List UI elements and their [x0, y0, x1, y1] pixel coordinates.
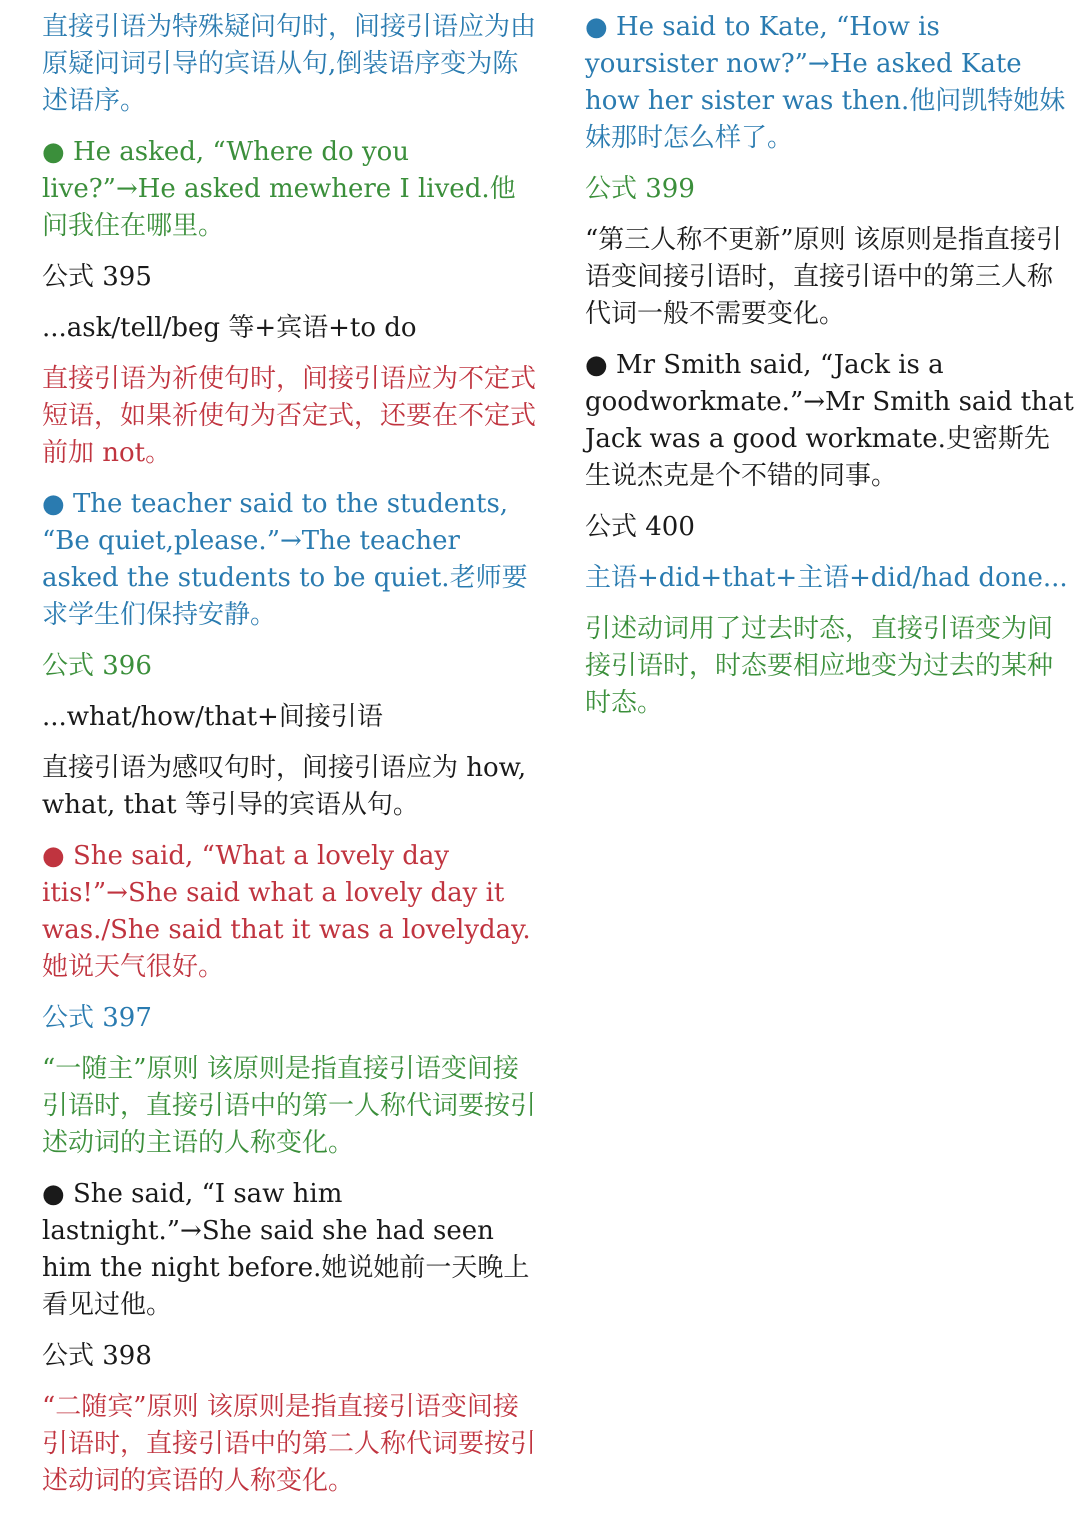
text-block: 直接引语为祈使句时，间接引语应为不定式短语，如果祈使句为否定式，还要在不定式前加 not。: [42, 364, 537, 468]
formula-heading: 公式 396: [42, 651, 152, 681]
rule-description: “二随宾”原则 该原则是指直接引语变间接引语时，直接引语中的第二人称代词要按引述动词的宾语的人称变化。: [42, 1392, 537, 1496]
rule-description: “第三人称不更新”原则 该原则是指直接引语变间接引语时，直接引语中的第三人称代词一般不需要变化。: [585, 225, 1062, 329]
example-sentence: ● She said, “I saw him lastnight.”→She said she had seen him the night before.她说她前一天晚上看见过他。: [42, 1179, 530, 1320]
formula-heading: 公式 395: [42, 262, 152, 292]
formula-pattern: ...ask/tell/beg 等+宾语+to do: [42, 313, 417, 343]
text-block: 直接引语为感叹句时，间接引语应为 how, what, that 等引导的宾语从句。: [42, 753, 527, 820]
left-column: [42, 9, 537, 1514]
formula-heading: 公式 400: [585, 512, 695, 542]
formula-pattern: ...what/how/that+间接引语: [42, 702, 383, 732]
example-sentence: ● She said, “What a lovely day itis!”→She said what a lovely day it was./She said that it was a lovelyday.她说天气很好。: [42, 841, 531, 982]
formula-pattern: 主语+did+that+主语+did/had done...: [585, 563, 1068, 593]
formula-heading: 公式 399: [585, 174, 695, 204]
right-column: [585, 9, 1075, 736]
rule-description: 引述动词用了过去时态，直接引语变为间接引语时，时态要相应地变为过去的某种时态。: [585, 614, 1054, 718]
example-sentence: ● He asked, “Where do you live?”→He asked mewhere I lived.他问我住在哪里。: [42, 137, 516, 241]
formula-heading: 公式 398: [42, 1341, 152, 1371]
example-sentence: ● The teacher said to the students, “Be quiet,please.”→The teacher asked the students to be quiet.老师要求学生们保持安静。: [42, 489, 528, 630]
example-sentence: ● Mr Smith said, “Jack is a goodworkmate.”→Mr Smith said that Jack was a good workmate.史密斯先生说杰克是个不错的同事。: [585, 350, 1074, 491]
formula-heading: 公式 397: [42, 1003, 152, 1033]
example-sentence: ● He said to Kate, “How is yoursister now?”→He asked Kate how her sister was then.他问凯特她妹妹那时怎么样了。: [585, 12, 1066, 153]
text-block: 直接引语为特殊疑问句时，间接引语应为由原疑问词引导的宾语从句,倒装语序变为陈述语序。: [42, 12, 537, 116]
rule-description: “一随主”原则 该原则是指直接引语变间接引语时，直接引语中的第一人称代词要按引述动词的主语的人称变化。: [42, 1054, 537, 1158]
